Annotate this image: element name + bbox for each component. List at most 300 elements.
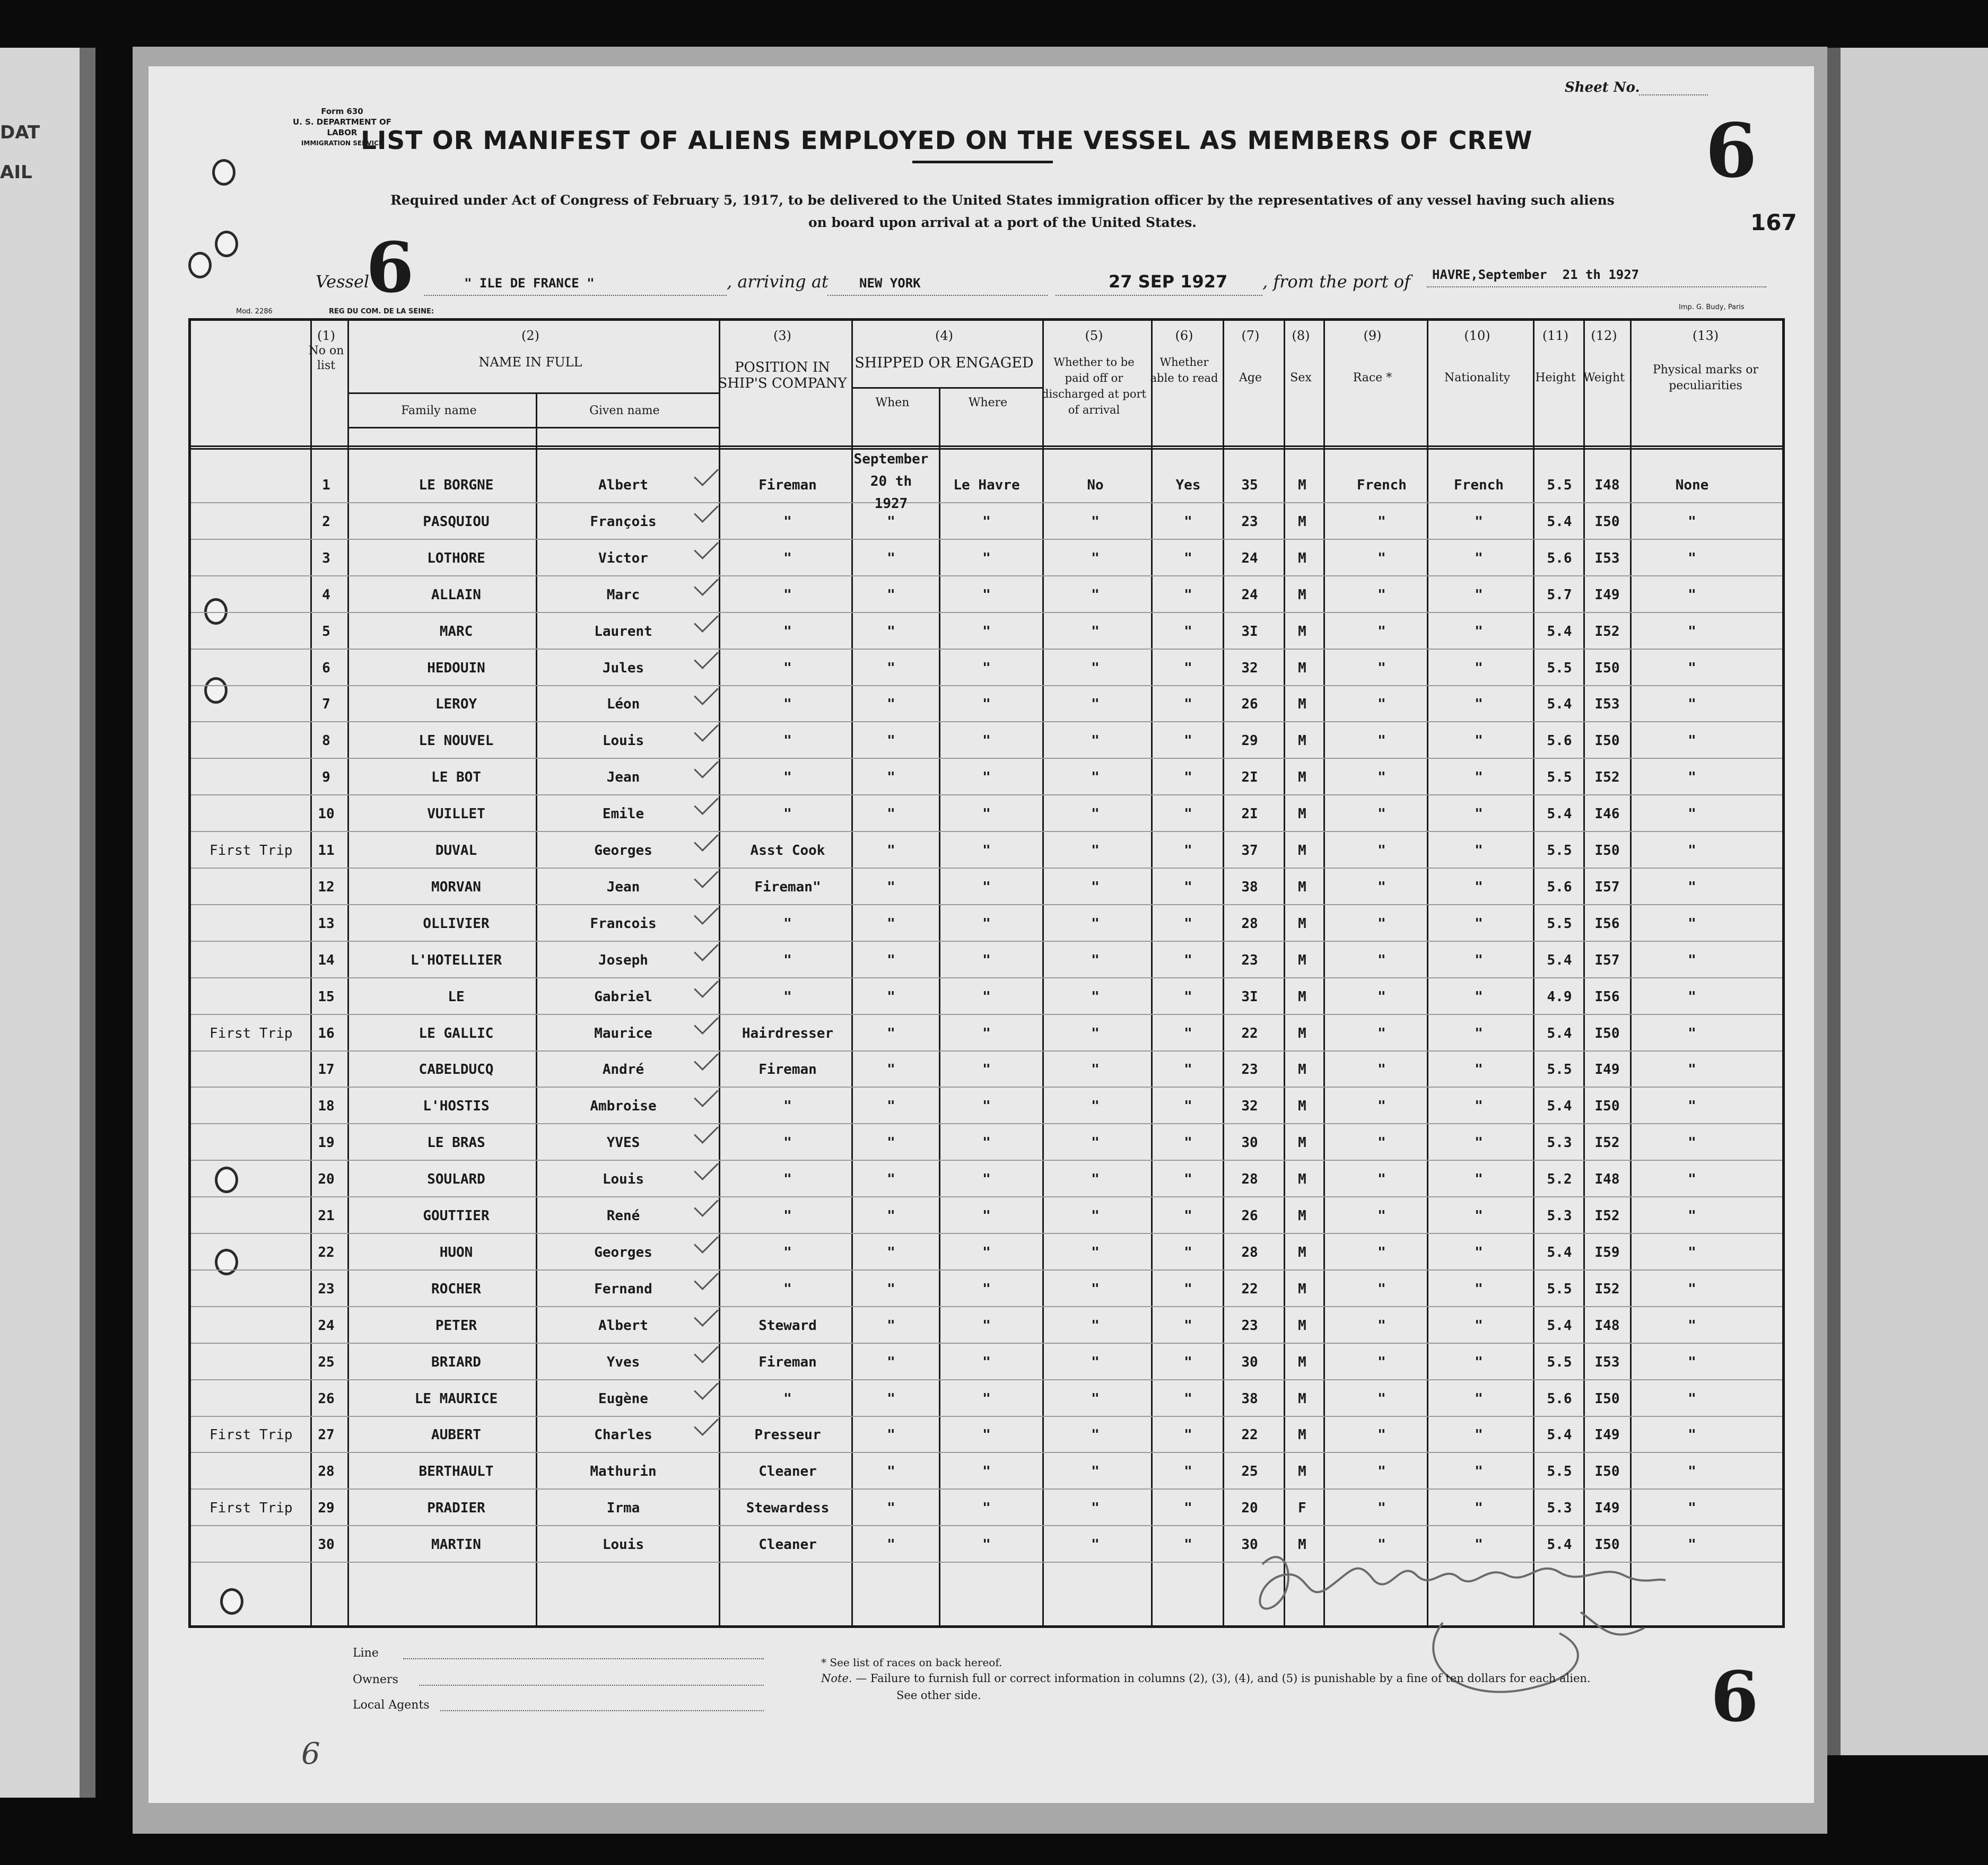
race-cell: "	[1377, 696, 1386, 713]
col-divider	[1583, 321, 1585, 1625]
sex-cell: M	[1298, 769, 1306, 786]
able-to-read-cell: "	[1184, 550, 1192, 566]
nationality-cell: "	[1475, 623, 1483, 640]
position-cell: Fireman	[758, 1354, 817, 1370]
weight-cell: I56	[1594, 988, 1620, 1005]
height-cell: 5.2	[1547, 1171, 1572, 1188]
physical-marks-cell: "	[1688, 1354, 1696, 1370]
shipped-when-cell: "	[887, 1135, 895, 1151]
row-number-cell: 20	[318, 1171, 335, 1188]
from-port: HAVRE,September 21 th 1927	[1432, 267, 1640, 282]
given-name-cell: Ambroise	[590, 1098, 657, 1115]
row-number-cell: 12	[318, 879, 335, 895]
given-name-cell: Jules	[602, 660, 644, 676]
position-cell: "	[783, 1098, 792, 1115]
height-cell: 5.4	[1547, 623, 1572, 640]
row-number-cell: 21	[318, 1208, 335, 1224]
paid-off-cell: "	[1091, 1281, 1100, 1297]
able-to-read-cell: "	[1184, 1317, 1192, 1334]
weight-cell: I48	[1594, 1317, 1620, 1334]
sex-cell: M	[1298, 806, 1306, 822]
row-number-cell: 8	[322, 733, 330, 749]
physical-marks-cell: "	[1688, 1317, 1696, 1334]
arrival-date-stamp: 27 SEP 1927	[1109, 272, 1228, 292]
shipped-when-cell: "	[887, 843, 895, 859]
sex-cell: M	[1298, 915, 1306, 932]
paid-off-cell: "	[1091, 513, 1100, 530]
col3-header	[716, 328, 849, 391]
nationality-cell: "	[1475, 586, 1483, 603]
race-cell: "	[1377, 550, 1386, 566]
able-to-read-cell: "	[1184, 1062, 1192, 1078]
able-to-read-cell: "	[1184, 843, 1192, 859]
paid-off-cell: "	[1091, 1354, 1100, 1370]
given-name-cell: Eugène	[598, 1390, 648, 1407]
punch-hole-icon	[212, 159, 236, 186]
shipped-when-cell: "	[887, 1281, 895, 1297]
row-rule	[191, 721, 1782, 722]
nationality-cell: "	[1475, 806, 1483, 822]
shipped-when-cell: September 20 th 1927	[853, 451, 929, 512]
height-cell: 5.7	[1547, 586, 1572, 603]
row-number-cell: 17	[318, 1062, 335, 1078]
paid-off-cell: "	[1091, 1317, 1100, 1334]
age-cell: 23	[1241, 1317, 1258, 1334]
nationality-cell: "	[1475, 1537, 1483, 1553]
age-cell: 24	[1241, 586, 1258, 603]
position-cell: Fireman"	[754, 879, 821, 895]
paid-off-cell: "	[1091, 1427, 1100, 1443]
family-name-cell: HEDOUIN	[427, 660, 485, 676]
nationality-cell: "	[1475, 843, 1483, 859]
row-rule	[191, 1379, 1782, 1380]
given-name-cell: René	[606, 1208, 640, 1224]
shipped-where-cell: "	[982, 952, 991, 968]
service-name: IMMIGRATION SERVICE	[301, 139, 383, 147]
race-cell: "	[1377, 1098, 1386, 1115]
shipped-when-cell: "	[887, 1537, 895, 1553]
col10-label: Nationality	[1444, 371, 1511, 384]
races-footnote: * See list of races on back hereof.	[821, 1656, 1002, 1669]
given-name-cell: Laurent	[594, 623, 652, 640]
paid-off-cell: No	[1087, 477, 1104, 493]
race-cell: "	[1377, 1171, 1386, 1188]
printer-name: Imp. G. Budy, Paris	[1679, 303, 1745, 311]
punch-hole-icon	[215, 231, 238, 257]
age-cell: 24	[1241, 550, 1258, 566]
col13-header	[1627, 328, 1784, 394]
shipped-where-cell: "	[982, 1098, 991, 1115]
col-divider	[1323, 321, 1325, 1625]
row-rule	[191, 1196, 1782, 1197]
weight-cell: I57	[1594, 952, 1620, 968]
col5-header	[1040, 328, 1148, 418]
sex-cell: M	[1298, 1427, 1306, 1443]
physical-marks-cell: "	[1688, 843, 1696, 859]
left-page-edge	[0, 48, 95, 1798]
paid-off-cell: "	[1091, 1464, 1100, 1480]
shipped-where-cell: "	[982, 1500, 991, 1517]
paid-off-cell: "	[1091, 1135, 1100, 1151]
race-cell: "	[1377, 1390, 1386, 1407]
height-cell: 5.3	[1547, 1208, 1572, 1224]
local-agents-field[interactable]	[440, 1710, 764, 1711]
given-name-cell: André	[602, 1062, 644, 1078]
position-cell: "	[783, 915, 792, 932]
sex-cell: M	[1298, 660, 1306, 676]
arrival-port-line	[827, 295, 1048, 296]
able-to-read-cell: "	[1184, 733, 1192, 749]
height-cell: 5.4	[1547, 1244, 1572, 1260]
shipped-when-cell: "	[887, 769, 895, 786]
able-to-read-cell: "	[1184, 513, 1192, 530]
form-number: Form 630	[321, 107, 363, 116]
given-name-cell: Mathurin	[590, 1464, 657, 1480]
race-cell: "	[1377, 1464, 1386, 1480]
given-name-cell: YVES	[606, 1135, 640, 1151]
paid-off-cell: "	[1091, 806, 1100, 822]
shipped-where-cell: "	[982, 1537, 991, 1553]
line-field[interactable]	[403, 1658, 764, 1659]
paid-off-cell: "	[1091, 1062, 1100, 1078]
row-rule	[191, 941, 1782, 942]
height-cell: 5.5	[1547, 915, 1572, 932]
shipped-when-cell: "	[887, 1464, 895, 1480]
height-cell: 5.4	[1547, 952, 1572, 968]
row-number-cell: 24	[318, 1317, 335, 1334]
paid-off-cell: "	[1091, 915, 1100, 932]
shipped-when-cell: "	[887, 1171, 895, 1188]
height-cell: 5.6	[1547, 733, 1572, 749]
col-divider	[1151, 321, 1153, 1625]
height-cell: 5.5	[1547, 1464, 1572, 1480]
shipped-when-cell: "	[887, 550, 895, 566]
position-cell: "	[783, 1171, 792, 1188]
row-rule	[191, 1160, 1782, 1161]
col4a-header: When	[875, 396, 910, 409]
height-cell: 5.5	[1547, 1062, 1572, 1078]
line-label: Line	[353, 1647, 379, 1660]
nationality-cell: "	[1475, 1464, 1483, 1480]
paid-off-cell: "	[1091, 660, 1100, 676]
vessel-name: " ILE DE FRANCE "	[464, 276, 595, 291]
col8-header	[1281, 328, 1321, 386]
position-cell: "	[783, 1135, 792, 1151]
race-cell: "	[1377, 1208, 1386, 1224]
inspector-signature	[1241, 1527, 1676, 1718]
first-trip-note: First Trip	[210, 1025, 293, 1041]
col2-header	[345, 328, 716, 370]
age-cell: 37	[1241, 843, 1258, 859]
given-name-cell: Léon	[606, 696, 640, 713]
age-cell: 28	[1241, 1244, 1258, 1260]
physical-marks-cell: "	[1688, 550, 1696, 566]
shipped-where-cell: "	[982, 1244, 991, 1260]
col9-header	[1321, 328, 1424, 386]
able-to-read-cell: "	[1184, 660, 1192, 676]
height-cell: 5.5	[1547, 1354, 1572, 1370]
shipped-where-cell: "	[982, 1390, 991, 1407]
able-to-read-cell: "	[1184, 1354, 1192, 1370]
col4b-header: Where	[968, 396, 1008, 409]
weight-cell: I48	[1594, 1171, 1620, 1188]
col11-header	[1530, 328, 1581, 386]
header-double-rule	[191, 448, 1782, 450]
row-rule	[191, 1123, 1782, 1124]
sex-cell: M	[1298, 1317, 1306, 1334]
family-name-cell: AUBERT	[431, 1427, 481, 1443]
race-cell: "	[1377, 769, 1386, 786]
family-name-cell: LEROY	[435, 696, 477, 713]
height-cell: 5.3	[1547, 1135, 1572, 1151]
col2-label: NAME IN FULL	[478, 355, 582, 370]
given-name-cell: Maurice	[594, 1025, 652, 1041]
col2-number: (2)	[521, 328, 539, 343]
shipped-when-cell: "	[887, 1244, 895, 1260]
shipped-where-cell: "	[982, 1025, 991, 1041]
row-number-cell: 11	[318, 843, 335, 859]
given-name-cell: Albert	[598, 1317, 648, 1334]
height-cell: 5.5	[1547, 843, 1572, 859]
physical-marks-cell: "	[1688, 988, 1696, 1005]
penalty-note	[821, 1672, 1591, 1685]
shipped-when-cell: "	[887, 586, 895, 603]
col4-label: SHIPPED OR ENGAGED	[855, 355, 1034, 371]
position-cell: Cleaner	[758, 1464, 817, 1480]
paid-off-cell: "	[1091, 1500, 1100, 1517]
shipped-subheader-rule	[851, 387, 1042, 389]
able-to-read-cell: "	[1184, 1464, 1192, 1480]
shipped-when-cell: "	[887, 1390, 895, 1407]
paid-off-cell: "	[1091, 769, 1100, 786]
position-cell: "	[783, 952, 792, 968]
name-subheader-rule	[347, 392, 719, 394]
col4-header	[849, 328, 1040, 371]
age-cell: 30	[1241, 1354, 1258, 1370]
race-cell: "	[1377, 623, 1386, 640]
given-name-cell: Louis	[602, 1171, 644, 1188]
nationality-cell: "	[1475, 769, 1483, 786]
given-name-cell: Georges	[594, 843, 652, 859]
col9-label: Race *	[1353, 371, 1392, 384]
able-to-read-cell: "	[1184, 915, 1192, 932]
first-trip-note: First Trip	[210, 843, 293, 859]
age-cell: 30	[1241, 1135, 1258, 1151]
sex-cell: M	[1298, 696, 1306, 713]
local-agents-label: Local Agents	[353, 1698, 430, 1712]
sex-cell: M	[1298, 550, 1306, 566]
col13-number: (13)	[1692, 328, 1719, 343]
sex-cell: M	[1298, 733, 1306, 749]
name-subheader-rule-2	[347, 427, 719, 428]
shipped-where-cell: Le Havre	[953, 477, 1020, 493]
height-cell: 5.6	[1547, 879, 1572, 895]
position-cell: Fireman	[758, 477, 817, 493]
able-to-read-cell: "	[1184, 952, 1192, 968]
able-to-read-cell: "	[1184, 1135, 1192, 1151]
height-cell: 5.5	[1547, 1281, 1572, 1297]
nationality-cell: "	[1475, 660, 1483, 676]
paid-off-cell: "	[1091, 1025, 1100, 1041]
position-cell: "	[783, 1244, 792, 1260]
col12-header	[1581, 328, 1627, 386]
row-rule	[191, 649, 1782, 650]
manifest-title: LIST OR MANIFEST OF ALIENS EMPLOYED ON THE VESSEL AS MEMBERS OF CREW	[361, 126, 1533, 155]
col11-label: Height	[1535, 371, 1576, 384]
family-name-cell: DUVAL	[435, 843, 477, 859]
weight-cell: I59	[1594, 1244, 1620, 1260]
physical-marks-cell: "	[1688, 660, 1696, 676]
nationality-cell: "	[1475, 733, 1483, 749]
paid-off-cell: "	[1091, 1098, 1100, 1115]
age-cell: 26	[1241, 696, 1258, 713]
able-to-read-cell: "	[1184, 1208, 1192, 1224]
weight-cell: I49	[1594, 1062, 1620, 1078]
sex-cell: M	[1298, 1098, 1306, 1115]
row-number-cell: 27	[318, 1427, 335, 1443]
row-rule	[191, 575, 1782, 576]
shipped-where-cell: "	[982, 1354, 991, 1370]
given-name-cell: Georges	[594, 1244, 652, 1260]
height-cell: 5.5	[1547, 660, 1572, 676]
family-name-cell: MARC	[439, 623, 473, 640]
col2a-header: Family name	[401, 404, 477, 417]
physical-marks-cell: "	[1688, 879, 1696, 895]
nationality-cell: "	[1475, 1171, 1483, 1188]
col-divider	[1630, 321, 1632, 1625]
age-cell: 32	[1241, 660, 1258, 676]
age-cell: 30	[1241, 1537, 1258, 1553]
row-rule	[191, 794, 1782, 795]
nationality-cell: "	[1475, 696, 1483, 713]
able-to-read-cell: "	[1184, 1390, 1192, 1407]
shipped-when-cell: "	[887, 952, 895, 968]
nationality-cell: "	[1475, 1354, 1483, 1370]
department-name: U. S. DEPARTMENT OF LABOR	[292, 117, 392, 137]
position-cell: "	[783, 1390, 792, 1407]
age-cell: 32	[1241, 1098, 1258, 1115]
shipped-where-cell: "	[982, 1208, 991, 1224]
physical-marks-cell: None	[1675, 477, 1709, 493]
weight-cell: I50	[1594, 1098, 1620, 1115]
height-cell: 5.6	[1547, 550, 1572, 566]
age-cell: 23	[1241, 1062, 1258, 1078]
race-cell: "	[1377, 806, 1386, 822]
given-name-cell: Fernand	[594, 1281, 652, 1297]
arrival-port: NEW YORK	[859, 276, 921, 291]
position-cell: "	[783, 623, 792, 640]
row-rule	[191, 1269, 1782, 1271]
shipped-when-cell: "	[887, 623, 895, 640]
shipped-where-cell: "	[982, 843, 991, 859]
row-number-cell: 4	[322, 586, 330, 603]
physical-marks-cell: "	[1688, 915, 1696, 932]
weight-cell: I50	[1594, 1390, 1620, 1407]
row-rule	[191, 1416, 1782, 1417]
age-cell: 22	[1241, 1281, 1258, 1297]
shipped-where-cell: "	[982, 806, 991, 822]
col1-number: (1)	[317, 328, 335, 343]
height-cell: 4.9	[1547, 988, 1572, 1005]
given-name-cell: Yves	[606, 1354, 640, 1370]
row-number-cell: 16	[318, 1025, 335, 1041]
age-cell: 3I	[1241, 623, 1258, 640]
bottom-large-number: 6	[1711, 1656, 1759, 1737]
row-rule	[191, 1014, 1782, 1015]
given-name-cell: Irma	[606, 1500, 640, 1517]
nationality-cell: "	[1475, 988, 1483, 1005]
weight-cell: I52	[1594, 1281, 1620, 1297]
physical-marks-cell: "	[1688, 1500, 1696, 1517]
race-cell: "	[1377, 513, 1386, 530]
position-cell: "	[783, 1208, 792, 1224]
height-cell: 5.4	[1547, 513, 1572, 530]
nationality-cell: French	[1454, 477, 1504, 493]
sex-cell: M	[1298, 1354, 1306, 1370]
weight-cell: I50	[1594, 1537, 1620, 1553]
family-name-cell: BERTHAULT	[418, 1464, 494, 1480]
position-cell: "	[783, 696, 792, 713]
col7-header	[1220, 328, 1281, 386]
left-page-fragment	[0, 48, 80, 1798]
weight-cell: I50	[1594, 1464, 1620, 1480]
weight-cell: I52	[1594, 1208, 1620, 1224]
shipped-where-cell: "	[982, 1464, 991, 1480]
model-code: Mod. 2286	[236, 308, 273, 316]
col13-label: Physical marks or peculiarities	[1652, 363, 1759, 392]
paid-off-cell: "	[1091, 952, 1100, 968]
row-rule	[191, 1050, 1782, 1052]
family-name-cell: CABELDUCQ	[418, 1062, 494, 1078]
shipped-where-cell: "	[982, 879, 991, 895]
family-name-cell: L'HOTELLIER	[410, 952, 502, 968]
shipped-when-cell: "	[887, 879, 895, 895]
col1-label: No on list	[308, 344, 344, 372]
title-underline	[912, 161, 1053, 163]
paid-off-cell: "	[1091, 1390, 1100, 1407]
height-cell: 5.3	[1547, 1500, 1572, 1517]
able-to-read-cell: "	[1184, 1537, 1192, 1553]
vessel-label: Vessel	[316, 272, 370, 292]
age-cell: 22	[1241, 1427, 1258, 1443]
shipped-when-cell: "	[887, 988, 895, 1005]
col11-number: (11)	[1542, 328, 1569, 343]
nationality-cell: "	[1475, 1500, 1483, 1517]
shipped-where-cell: "	[982, 1135, 991, 1151]
race-cell: "	[1377, 1427, 1386, 1443]
race-cell: "	[1377, 843, 1386, 859]
sheet-number-label: Sheet No.	[1565, 80, 1640, 95]
family-name-cell: LE NOUVEL	[418, 733, 494, 749]
family-name-cell: GOUTTIER	[423, 1208, 490, 1224]
subtitle-line-1: Required under Act of Congress of February 5, 1917, to be delivered to the United States immigration officer by the representatives of any vessel having such aliens	[390, 192, 1615, 208]
sheet-number-line	[1639, 94, 1708, 95]
physical-marks-cell: "	[1688, 1244, 1696, 1260]
row-number-cell: 30	[318, 1537, 335, 1553]
col-divider	[347, 321, 349, 1625]
age-cell: 23	[1241, 513, 1258, 530]
family-name-cell: MARTIN	[431, 1537, 481, 1553]
race-cell: "	[1377, 1281, 1386, 1297]
right-page-edge	[1819, 48, 1988, 1755]
owners-field[interactable]	[419, 1685, 764, 1686]
race-cell: French	[1357, 477, 1407, 493]
height-cell: 5.4	[1547, 806, 1572, 822]
weight-cell: I52	[1594, 1135, 1620, 1151]
given-name-cell: François	[590, 513, 657, 530]
sex-cell: M	[1298, 513, 1306, 530]
shipped-where-cell: "	[982, 1427, 991, 1443]
